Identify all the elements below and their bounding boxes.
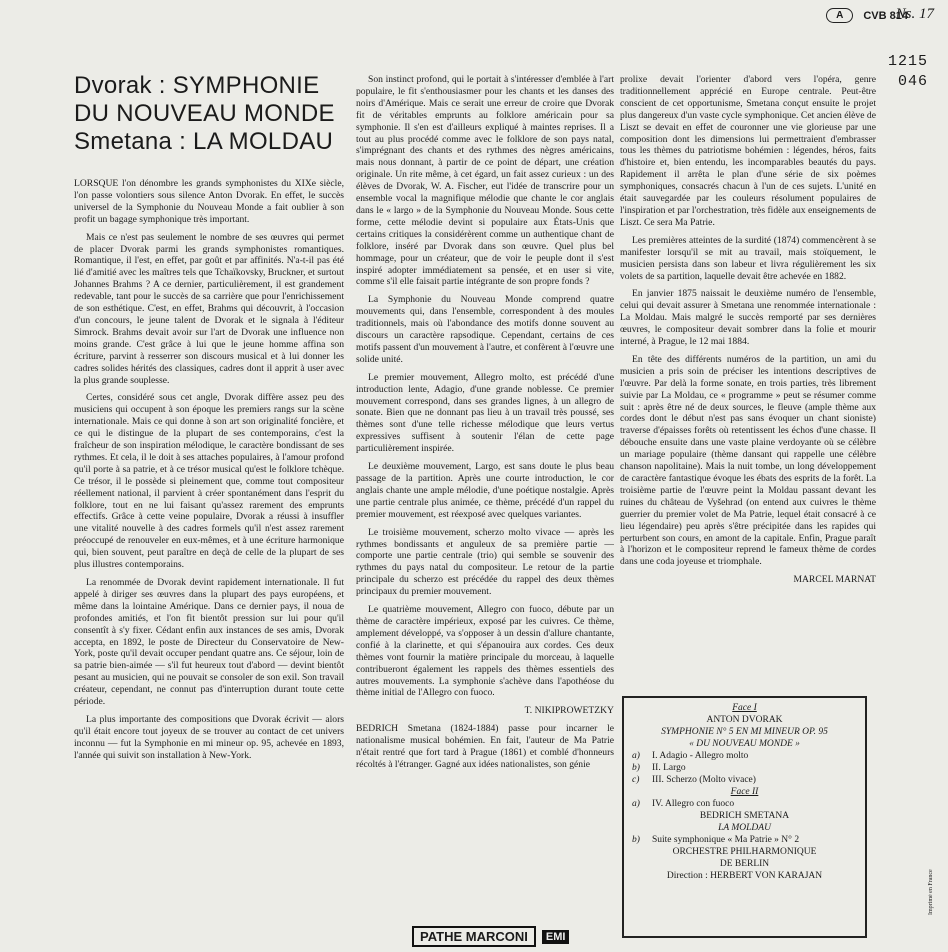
reference-number-2: 046 — [897, 73, 928, 90]
track-title: I. Adagio - Allegro molto — [652, 751, 749, 761]
label-logo — [412, 926, 569, 947]
track-item — [632, 762, 857, 774]
track-item — [632, 834, 857, 846]
paragraph: Son instinct profond, qui le portait à s'intéresser d'emblée à l'art populaire, le fit s'enthousiasmer pour les chants et les danses des noirs d'Amérique. Mais ce serait une erreur de croire que Dvorak fit de véritables emprunts au folklore américain pour sa symphonie. Il s'en est d'ailleurs expliqué à maintes reprises. Il a tout au plus procédé comme avec le folklore de son pays natal, s'imprégnant des chants et des rythmes des nègres américains, mais nous donnant, à partir de ce point de départ, une création originale. Un rite même, à cet égard, un fait assez curieux : un des élèves de Dvorak, W. A. Fischer, eut l'idée de transcrire pour un ensemble vocal la magnifique mélodie que chante le cor anglais dans le « largo » de la Symphonie du Nouveau Monde. Sous cette forme, cette mélodie devint si populaire aux États-Unis que certains critiques la considérèrent comme un authentique chant de folklore, inséré par Dvorak dans son œuvre. Quel plus bel hommage, pour un créateur, que de voir le peuple dont il s'est inspiré adopter immédiatement sa pensée, et en user si vite, comme s'il elle faisait partie intégrante de son propre fonds ? — [356, 74, 614, 288]
work-2: LA MOLDAU — [718, 823, 771, 833]
work-1-subtitle: « DU NOUVEAU MONDE » — [689, 739, 800, 749]
paragraph: BEDRICH Smetana (1824-1884) passe pour incarner le nationalisme musical bohémien. En fait, l'auteur de Ma Patrie n'était rentré que fort tard à Prague (1861) et comblé d'honneurs récoltés à l'étranger. Gagné aux idées nationalistes, son génie — [356, 723, 614, 770]
orchestra-line-1: ORCHESTRE PHILHARMONIQUE — [672, 847, 817, 857]
reference-numbers — [888, 52, 928, 92]
paragraph: La plus importante des compositions que Dvorak écrivit — alors qu'il était encore tout joyeux de se trouver au contact de cet univers inconnu — fut la Symphonie en mi mineur op. 95, achevée en 1893, l'année qui suivit son installation à New-York. — [74, 713, 344, 761]
paragraph: En tête des différents numéros de la partition, un ami du musicien a pris soin de préciser les intentions descriptives de l'œuvre. Par delà la forme sonate, en trois parties, très librement suivie par La Moldau, ce « programme » peut se résumer comme suit : après être né de deux sources, le fleuve (ample thème aux cordes dont le début n'est pas sans évoquer un chant sioniste) traverse d'épaisses forêts où retentissent les échos d'une chasse. Il débouche ensuite dans une vaste plaine verdoyante où se célèbre un mariage populaire (thème dansant qui rappelle une célèbre chanson napolitaine). Mais la nuit tombe, un long développement de caractère fantastique évoque les ébats des esprits de la forêt. La troisième partie de l'œuvre peint la Moldau passant devant les ruines du château de Vyšehrad (on entend aux cuivres le thème guerrier du premier volet de Ma Patrie, lequel était consacré à ce lieu légendaire) peu après s'être précipitée dans les rapides qui perturbent son cours, en amont de la capitale. Enfin, Prague paraît à l'horizon et le compositeur reprend le fameux thème de cordes dans une coda joyeuse et triomphale. — [620, 353, 876, 568]
pathe-marconi-logo: PATHE MARCONI — [412, 926, 536, 947]
track-letter: a) — [632, 799, 640, 809]
composer-2: BEDRICH SMETANA — [699, 811, 790, 821]
track-title: II. Largo — [652, 763, 686, 773]
paragraph: Le deuxième mouvement, Largo, est sans doute le plus beau passage de la partition. Après une courte introduction, le cor anglais chante une ample mélodie, d'une poétique nostalgie. Après une partie centrale plus animée, ce thème, précédé d'un rappel du premier mouvement, est réexposé avec quelques variantes. — [356, 461, 614, 520]
title-line-3: Smetana : LA MOLDAU — [74, 128, 334, 155]
track-title: Suite symphonique « Ma Patrie » N° 2 — [652, 835, 800, 845]
track-item — [632, 774, 857, 786]
paragraph: La Symphonie du Nouveau Monde comprend quatre mouvements qui, dans l'ensemble, correspondent à des moules traditionnels, mais où l'abondance des motifs donne souvent au discours un caractère rapsodique. Cependant, certains de ces motifs passent d'un mouvement à l'autre, et confèrent à l'œuvre une solide unité. — [356, 294, 614, 365]
paragraph: Le troisième mouvement, scherzo molto vivace — après les rythmes bondissants et anguleux de sa première partie — comporte une partie centrale (trio) qui semble se souvenir des rythmes du pays natal du compositeur. Le retour de la partie principale du scherzo est précédée du rappel des deux thèmes principaux du premier mouvement. — [356, 526, 614, 598]
track-title: IV. Allegro con fuoco — [652, 799, 735, 809]
face-1-heading: Face I — [732, 703, 757, 713]
emi-logo: EMI — [542, 930, 570, 944]
paragraph: Le premier mouvement, Allegro molto, est précédé d'une introduction lente, Adagio, d'une grande noblesse. Ce premier mouvement correspond, dans ses grandes lignes, à un allegro de sonate. Bien que ne donnant pas lieu à un travail très poussé, ses thèmes sont d'une telle richesse mélodique que leurs vertus expressives suffisent à soutenir l'élan de cette page particulièrement inspirée. — [356, 371, 614, 455]
tracklist-box — [622, 696, 867, 938]
orchestra-line-2: DE BERLIN — [719, 859, 770, 869]
paragraph: Le quatrième mouvement, Allegro con fuoco, débute par un thème de caractère impérieux, exposé par les cuivres. Ce thème, amplement développé, va s'opposer à un dessin d'allure chantante, confié à la clarinette, et qui s'épanouira aux cordes. Ces deux thèmes vont fournir la matière principale du morceau, à laquelle contribueront également les rappels des thèmes essentiels des autres mouvements. La symphonie s'achève dans l'apothéose du thème initial de l'Allegro con fuoco. — [356, 604, 614, 699]
track-title: III. Scherzo (Molto vivace) — [652, 775, 756, 785]
paragraph: prolixe devait l'orienter d'abord vers l'opéra, genre traditionnellement apprécié en Europe centrale. Peut-être conscient de cet opportunisme, Smetana conçut ensuite le projet plus dangereux d'un vaste cycle symphonique. Cet ancien élève de Liszt se devait en effet de couronner une vie glorieuse par une composition dont les dimensions lui permettraient d'embrasser tous les thèmes du patriotisme bohémien : légendes, héros, faits d'histoire et, bien entendu, les incomparables beautés du pays. Rapidement il arrêta le plan d'une série de six poèmes symphoniques, consacrés chacun à l'un de ces sujets. L'unité en était sauvegardée par les couleurs résolument populaires de l'inspiration et par l'orchestration, très fidèle aux enseignements de Liszt. Ce sera Ma Patrie. — [620, 74, 876, 228]
column-1-text — [74, 178, 344, 876]
track-item — [632, 798, 857, 810]
handwritten-note: Ns. 17 — [895, 6, 934, 22]
paragraph: Mais ce n'est pas seulement le nombre de ses œuvres qui permet de placer Dvorak parmi les grands symphonistes romantiques. Romantique, il l'est, en effet, par goût et par affinités. N'a-t-il pas été lié d'amitié avec les maîtres tels que Tchaïkovsky, Bruckner, et surtout Johannes Brahms ? A ce dernier, particulièrement, il est grandement redevable, tant pour le succès de sa carrière que pour l'enrichissement de son esthétique. C'est, en effet, Brahms qui découvrit, à l'occasion d'un concours, le jeune talent de Dvorak et le signala à l'éditeur Simrock. Brahms devait avoir sur l'art de Dvorak une influence non moins grande. C'est grâce à lui que le jeune homme affina son écriture, parvint à resserrer son discours musical et à lui donner les cadres solides hérités des classiques, cadres dont il apprit à user avec la plus grande souplesse. — [74, 231, 344, 386]
track-letter: b) — [632, 835, 640, 845]
track-letter: c) — [632, 775, 640, 785]
work-1: SYMPHONIE N° 5 EN MI MINEUR OP. 95 — [661, 727, 828, 737]
reference-number-1: 1215 — [887, 53, 928, 70]
paragraph: Les premières atteintes de la surdité (1874) commencèrent à se manifester lorsqu'il se mit au travail, mais stoïquement, le musicien persista dans son labeur et livra régulièrement les six volets de sa partition, laquelle devait être achevée en 1882. — [620, 234, 876, 282]
title-line-1: Dvorak : SYMPHONIE — [74, 72, 320, 99]
column-3-text — [620, 74, 876, 684]
face-2-heading: Face II — [730, 787, 759, 797]
author-signature: T. NIKIPROWETZKY — [524, 705, 614, 717]
paragraph: En janvier 1875 naissait le deuxième numéro de l'ensemble, celui qui devait assurer à Smetana une renommée internationale : La Moldau. Mais malgré le succès remporté par ses dernières œuvres, le compositeur devait sombrer dans la folie et mourir interné, à Prague, le 12 mai 1884. — [620, 288, 876, 348]
paragraph: La renommée de Dvorak devint rapidement internationale. Il fut appelé à diriger ses œuvres dans la plupart des pays européens, et même dans la lointaine Amérique. Dans ce dernier pays, il noua de profondes amitiés, et l'on fit bientôt pression sur lui pour qu'il consentît à s'y fixer. Cédant enfin aux instances de ses amis, Dvorak accepta, en 1892, le poste de Directeur du Conservatoire de New-York, poste qu'il devait occuper pendant quatre ans. Ce séjour, loin de sa patrie bien-aimée — s'il fut heureux tout d'abord — devint bientôt pesant au musicien, qui ne pouvait se consoler de son exil. Son travail créateur, cependant, ne connut pas d'interruption durant toute cette période. — [74, 577, 344, 708]
composer-1: ANTON DVORAK — [706, 715, 783, 725]
side-badge: A — [826, 8, 853, 23]
track-letter: a) — [632, 751, 640, 761]
paragraph: Certes, considéré sous cet angle, Dvorak diffère assez peu des musiciens qui occupent à son époque les premiers rangs sur la scène internationale. Mais ce qui donne à son art son originalité foncière, et ce qui le distingue de la plupart de ses contemporains, c'est la fraîcheur de son inspiration mélodique, le caractère bondissant de ses rythmes. Et cela, il le doit à ses attaches populaires, à l'amour profond qu'il porte à sa patrie, et à ce trésor musical qu'est le folklore tchèque. Ce trésor, il le possède si pleinement que, comme tout compositeur réellement national, il parvient à créer spontanément dans l'esprit du folklore, tout en ne lui faisant qu'assez rarement des emprunts effectifs. Grâce à cette veine populaire, Dvorak a réussi à insuffler une vitalité nouvelle à des cadres formels qu'il n'est assez rarement préoccupé de renouveler en eux-mêmes, et à une écriture harmonique qui, bien souvent, peut paraître en deçà de celle de la plupart de ses plus illustres contemporains. — [74, 392, 344, 571]
author-signature: MARCEL MARNAT — [793, 574, 876, 586]
title-line-2: DU NOUVEAU MONDE — [74, 100, 335, 127]
album-title — [74, 72, 354, 156]
printer-credit: Imprimé en France — [928, 869, 934, 915]
catalog-number: CVB 814 — [863, 9, 908, 22]
track-item — [632, 750, 857, 762]
column-2-text — [356, 74, 614, 844]
track-letter: b) — [632, 763, 640, 773]
conductor: Direction : HERBERT VON KARAJAN — [666, 871, 823, 881]
paragraph: LORSQUE l'on dénombre les grands symphonistes du XIXe siècle, l'on passe volontiers sous silence Anton Dvorak. En effet, le succès universel de la Symphonie du Nouveau Monde a fait oublier à son profit un bagage symphonique très important. — [74, 178, 344, 225]
